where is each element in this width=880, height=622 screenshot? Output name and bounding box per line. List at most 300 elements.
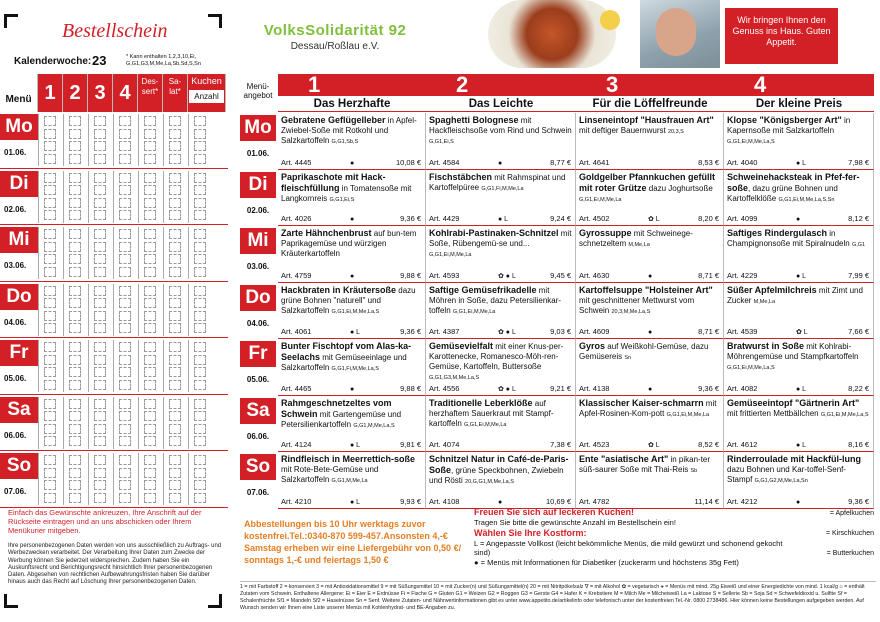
order-checkbox[interactable] <box>44 399 56 409</box>
order-checkbox[interactable] <box>119 116 131 126</box>
meal-description <box>429 115 572 147</box>
order-checkbox[interactable] <box>194 141 206 151</box>
form-title: Bestellschein <box>62 20 168 42</box>
order-checkbox[interactable] <box>119 185 131 195</box>
meal-title: Schweinehacksteak in Pfef-fer-soße <box>727 171 860 193</box>
meal-additives: 20,3,M,Me,La,S <box>611 308 651 315</box>
order-checkbox[interactable] <box>194 185 206 195</box>
order-checkbox[interactable] <box>69 399 81 409</box>
order-checkbox[interactable] <box>119 468 131 478</box>
day-date: 05.06. <box>4 374 27 383</box>
butterkuchen-label: = Butterkuchen <box>826 550 874 557</box>
order-checkbox[interactable] <box>194 493 206 503</box>
order-checkbox[interactable] <box>194 116 206 126</box>
article-number: Art. 4124 <box>281 440 312 449</box>
order-checkbox[interactable] <box>119 267 131 277</box>
privacy-text: Ihre personenbezogenen Daten werden von uns ausschließlich zu Auftrags- und Werbezwecken verarbeitet. Der Verarbeitung Ihrer Daten zum Zwecke der Werbung können Sie jederzeit widersprechen. Zudem haben Sie ein Auskunftsrecht und Berichtigungsrecht hinsichtlich Ihrer personenbezogenen Daten. Abgesehen von rechtlichen Aufbewahrungsfristen haben Sie darüber hinaus auch das Recht auf Löschung Ihrer personenbezogenen Daten. <box>8 543 222 586</box>
order-checkbox[interactable] <box>119 399 131 409</box>
day-label: Mi <box>0 227 38 253</box>
price: 8,20 € <box>698 214 719 223</box>
order-checkbox[interactable] <box>169 129 181 139</box>
header-kuchen <box>188 74 226 112</box>
order-checkbox[interactable] <box>144 210 156 220</box>
order-checkbox[interactable] <box>119 173 131 183</box>
order-checkbox[interactable] <box>144 468 156 478</box>
day-label: Fr <box>0 340 38 366</box>
order-checkbox[interactable] <box>169 323 181 333</box>
order-checkbox[interactable] <box>69 298 81 308</box>
order-checkbox[interactable] <box>169 468 181 478</box>
column-title: Das Herzhafte <box>278 96 426 112</box>
meal-desc: in pikan-ter süß-saurer Soße mit Thai-Reis <box>579 455 711 474</box>
day-date: 02.06. <box>246 205 270 215</box>
order-checkbox[interactable] <box>194 154 206 164</box>
meal-title: Klassischer Kaiser-schmarrn <box>579 397 704 408</box>
food-photo <box>488 0 616 68</box>
order-checkbox[interactable] <box>144 185 156 195</box>
order-checkbox[interactable] <box>119 342 131 352</box>
meal-title: Hackbraten in Kräutersoße <box>281 284 397 295</box>
order-checkbox[interactable] <box>119 242 131 252</box>
order-checkbox[interactable] <box>144 493 156 503</box>
order-checkbox[interactable] <box>194 173 206 183</box>
order-checkbox[interactable] <box>194 468 206 478</box>
order-checkbox[interactable] <box>169 229 181 239</box>
order-checkbox[interactable] <box>94 323 106 333</box>
order-checkbox[interactable] <box>169 267 181 277</box>
menu-item <box>278 113 426 170</box>
order-checkbox[interactable] <box>44 210 56 220</box>
menu-item <box>576 452 724 509</box>
meal-description <box>727 228 870 250</box>
price: 9,03 € <box>550 327 571 336</box>
article-number: Art. 4061 <box>281 327 312 336</box>
order-checkbox[interactable] <box>44 267 56 277</box>
day-label: Do <box>0 284 38 310</box>
order-checkbox[interactable] <box>69 323 81 333</box>
order-checkbox[interactable] <box>94 311 106 321</box>
order-checkbox[interactable] <box>94 242 106 252</box>
order-checkbox[interactable] <box>69 229 81 239</box>
order-checkbox[interactable] <box>69 210 81 220</box>
order-checkbox[interactable] <box>94 380 106 390</box>
diet-symbols: ● <box>648 329 653 336</box>
order-checkbox[interactable] <box>119 323 131 333</box>
menu-item <box>278 339 426 396</box>
order-checkbox[interactable] <box>119 455 131 465</box>
meal-desc: mit einer Knus-per-Karottenecke, Romanesco-Möh-ren-Gemüse, Kartoffeln, Buttersoße <box>429 342 564 371</box>
order-checkbox[interactable] <box>169 342 181 352</box>
order-checkbox[interactable] <box>169 411 181 421</box>
order-checkbox[interactable] <box>69 267 81 277</box>
order-checkbox[interactable] <box>169 254 181 264</box>
order-checkbox[interactable] <box>44 342 56 352</box>
order-checkbox[interactable] <box>169 311 181 321</box>
order-checkbox[interactable] <box>44 173 56 183</box>
meal-title: Paprikaschote mit Hack-fleischfüllung <box>281 171 386 193</box>
order-checkbox[interactable] <box>169 367 181 377</box>
order-checkbox[interactable] <box>94 129 106 139</box>
order-checkbox[interactable] <box>144 399 156 409</box>
meal-description <box>429 341 572 383</box>
order-checkbox[interactable] <box>94 436 106 446</box>
order-checkbox[interactable] <box>44 311 56 321</box>
meal-additives: G,G1,Ei,M,Me,La <box>452 308 496 315</box>
meal-desc: mit Kohlrabi-Möhrengemüse und Stampfkartoffeln <box>727 342 859 361</box>
order-checkbox[interactable] <box>119 367 131 377</box>
order-checkbox[interactable] <box>194 311 206 321</box>
order-checkbox[interactable] <box>169 154 181 164</box>
order-checkbox[interactable] <box>144 286 156 296</box>
order-checkbox[interactable] <box>169 480 181 490</box>
order-checkbox[interactable] <box>194 286 206 296</box>
article-number: Art. 4040 <box>727 157 758 167</box>
order-row-so <box>0 451 228 508</box>
meal-title: Saftige Gemüsefrikadelle <box>429 284 537 295</box>
order-checkbox[interactable] <box>194 436 206 446</box>
order-checkbox[interactable] <box>194 129 206 139</box>
order-checkbox[interactable] <box>94 468 106 478</box>
order-checkbox[interactable] <box>69 367 81 377</box>
order-checkbox[interactable] <box>69 198 81 208</box>
order-checkbox[interactable] <box>44 298 56 308</box>
meal-title: Klopse "Königsberger Art" <box>727 115 842 125</box>
order-checkbox[interactable] <box>169 380 181 390</box>
meal-description <box>281 228 422 260</box>
order-checkbox[interactable] <box>144 436 156 446</box>
diet-symbols: ● <box>350 272 355 280</box>
diet-symbols: ● L <box>350 329 361 336</box>
article-number: Art. 4759 <box>281 270 312 280</box>
meal-additives: G,G1,Fi,M,Me,La <box>481 185 524 192</box>
order-checkbox[interactable] <box>44 185 56 195</box>
order-checkbox[interactable] <box>144 342 156 352</box>
menu-item <box>724 113 874 170</box>
order-checkbox[interactable] <box>169 298 181 308</box>
order-checkbox[interactable] <box>144 173 156 183</box>
column-header <box>278 74 426 112</box>
meal-additives: G,G1,Ei,M,Me,La <box>463 421 507 428</box>
header-dessert: Des- sert* <box>138 74 163 112</box>
order-checkbox[interactable] <box>194 367 206 377</box>
order-checkbox[interactable] <box>69 286 81 296</box>
order-checkbox[interactable] <box>144 229 156 239</box>
diet-symbols: ● <box>648 385 653 393</box>
diet-symbols: ● <box>350 385 355 393</box>
order-checkbox[interactable] <box>69 380 81 390</box>
meal-description <box>281 398 422 431</box>
order-checkbox[interactable] <box>194 355 206 365</box>
order-checkbox[interactable] <box>44 424 56 434</box>
header-anzahl-label: Anzahl <box>189 90 224 103</box>
meal-additives: 20,G,G1,M,Me,La,S <box>465 479 514 485</box>
order-checkbox[interactable] <box>194 210 206 220</box>
order-checkbox[interactable] <box>169 198 181 208</box>
order-checkbox[interactable] <box>69 424 81 434</box>
order-checkbox[interactable] <box>69 411 81 421</box>
order-checkbox[interactable] <box>69 242 81 252</box>
order-checkbox[interactable] <box>169 424 181 434</box>
order-checkbox[interactable] <box>94 254 106 264</box>
meal-title: Traditionelle Leberklöße <box>429 397 533 408</box>
meal-additives: Sn <box>624 355 632 361</box>
order-checkbox[interactable] <box>44 468 56 478</box>
kostform-title: Wählen Sie Ihre Kostform: <box>474 528 587 538</box>
order-checkbox[interactable] <box>69 116 81 126</box>
order-checkbox[interactable] <box>69 311 81 321</box>
meal-title: Rahmgeschnetzeltes vom Schwein <box>281 397 392 419</box>
order-checkbox[interactable] <box>194 342 206 352</box>
order-checkbox[interactable] <box>94 229 106 239</box>
order-checkbox[interactable] <box>44 154 56 164</box>
order-checkbox[interactable] <box>194 455 206 465</box>
order-checkbox[interactable] <box>194 267 206 277</box>
order-checkbox[interactable] <box>44 254 56 264</box>
order-checkbox[interactable] <box>44 323 56 333</box>
order-checkbox[interactable] <box>194 399 206 409</box>
meal-description <box>579 454 720 476</box>
order-checkbox[interactable] <box>69 173 81 183</box>
order-checkbox[interactable] <box>119 298 131 308</box>
order-row-sa <box>0 395 228 452</box>
article-number: Art. 4387 <box>429 327 460 336</box>
order-checkbox[interactable] <box>194 298 206 308</box>
order-checkbox[interactable] <box>94 424 106 434</box>
order-checkbox[interactable] <box>94 267 106 277</box>
order-checkbox[interactable] <box>144 116 156 126</box>
order-checkbox[interactable] <box>144 411 156 421</box>
order-checkbox[interactable] <box>94 411 106 421</box>
meal-description <box>727 341 870 373</box>
order-checkbox[interactable] <box>169 455 181 465</box>
order-checkbox[interactable] <box>144 480 156 490</box>
diet-symbols: ✿ L <box>648 216 660 223</box>
order-checkbox[interactable] <box>44 286 56 296</box>
order-checkbox[interactable] <box>119 254 131 264</box>
order-form <box>0 0 232 622</box>
order-checkbox[interactable] <box>44 367 56 377</box>
order-checkbox[interactable] <box>169 355 181 365</box>
article-number: Art. 4229 <box>727 270 758 280</box>
order-checkbox[interactable] <box>169 141 181 151</box>
order-checkbox[interactable] <box>69 493 81 503</box>
order-checkbox[interactable] <box>194 411 206 421</box>
order-checkbox[interactable] <box>94 298 106 308</box>
order-checkbox[interactable] <box>144 298 156 308</box>
order-checkbox[interactable] <box>119 141 131 151</box>
order-checkbox[interactable] <box>144 424 156 434</box>
order-checkbox[interactable] <box>144 367 156 377</box>
order-checkbox[interactable] <box>144 355 156 365</box>
menu-item <box>278 170 426 227</box>
order-checkbox[interactable] <box>144 323 156 333</box>
meal-description <box>579 172 720 205</box>
order-checkbox[interactable] <box>69 185 81 195</box>
price: 7,66 € <box>848 327 869 336</box>
meal-title: Rinderroulade mit Hackfül-lung <box>727 454 862 464</box>
column-title: Der kleine Preis <box>724 96 874 112</box>
order-checkbox[interactable] <box>119 129 131 139</box>
order-checkbox[interactable] <box>119 380 131 390</box>
day-label: So <box>0 453 38 479</box>
order-checkbox[interactable] <box>94 342 106 352</box>
order-checkbox[interactable] <box>44 116 56 126</box>
order-checkbox[interactable] <box>194 424 206 434</box>
order-checkbox[interactable] <box>94 355 106 365</box>
order-checkbox[interactable] <box>194 380 206 390</box>
order-checkbox[interactable] <box>69 129 81 139</box>
order-checkbox[interactable] <box>194 480 206 490</box>
article-number: Art. 4593 <box>429 270 460 280</box>
order-checkbox[interactable] <box>144 267 156 277</box>
order-row-do <box>0 282 228 339</box>
article-number: Art. 4099 <box>727 214 758 223</box>
order-checkbox[interactable] <box>144 129 156 139</box>
price: 9,88 € <box>400 270 421 280</box>
order-checkbox[interactable] <box>44 229 56 239</box>
order-checkbox[interactable] <box>69 480 81 490</box>
order-checkbox[interactable] <box>144 254 156 264</box>
price: 9,88 € <box>400 383 421 393</box>
order-checkbox[interactable] <box>94 198 106 208</box>
article-number: Art. 4612 <box>727 440 758 449</box>
diet-symbols: ● L <box>350 442 361 449</box>
order-checkbox[interactable] <box>94 141 106 151</box>
order-checkbox[interactable] <box>69 141 81 151</box>
article-number: Art. 4502 <box>579 214 610 223</box>
meal-desc: dazu Bohnen und Kar-toffel-Senf-Stampf <box>727 465 847 484</box>
order-checkbox[interactable] <box>169 436 181 446</box>
order-checkbox[interactable] <box>44 493 56 503</box>
meal-additives: Sb <box>690 468 698 474</box>
order-checkbox[interactable] <box>144 141 156 151</box>
order-checkbox[interactable] <box>194 198 206 208</box>
order-checkbox[interactable] <box>169 116 181 126</box>
order-checkbox[interactable] <box>119 480 131 490</box>
order-checkbox[interactable] <box>94 185 106 195</box>
order-checkbox[interactable] <box>169 286 181 296</box>
header-col-3: 3 <box>88 74 113 112</box>
day-date: 06.06. <box>246 431 270 441</box>
menu-item <box>426 339 576 396</box>
order-checkbox[interactable] <box>94 493 106 503</box>
order-checkbox[interactable] <box>194 254 206 264</box>
meal-desc: dazu grüne Bohnen "naturell" und Salzkartoffeln <box>281 285 416 315</box>
order-checkbox[interactable] <box>44 380 56 390</box>
order-checkbox[interactable] <box>69 355 81 365</box>
order-checkbox[interactable] <box>169 185 181 195</box>
meal-title: Spaghetti Bolognese <box>429 115 519 125</box>
order-checkbox[interactable] <box>119 210 131 220</box>
meal-desc: mit Gemüseeinlage und Salzkartoffeln <box>281 353 407 372</box>
price: 9,21 € <box>550 383 571 393</box>
order-checkbox[interactable] <box>69 436 81 446</box>
order-checkbox[interactable] <box>169 242 181 252</box>
order-checkbox[interactable] <box>169 493 181 503</box>
order-checkbox[interactable] <box>44 455 56 465</box>
order-checkbox[interactable] <box>194 229 206 239</box>
order-checkbox[interactable] <box>44 480 56 490</box>
order-checkbox[interactable] <box>94 455 106 465</box>
menu-item <box>724 170 874 227</box>
article-number: Art. 4082 <box>727 383 758 393</box>
order-checkbox[interactable] <box>144 198 156 208</box>
order-checkbox[interactable] <box>94 116 106 126</box>
order-checkbox[interactable] <box>119 355 131 365</box>
order-checkbox[interactable] <box>144 242 156 252</box>
order-checkbox[interactable] <box>119 424 131 434</box>
order-checkbox[interactable] <box>194 242 206 252</box>
order-checkbox[interactable] <box>94 286 106 296</box>
order-checkbox[interactable] <box>94 173 106 183</box>
article-number: Art. 4445 <box>281 157 312 167</box>
order-checkbox[interactable] <box>194 323 206 333</box>
order-checkbox[interactable] <box>119 229 131 239</box>
order-checkbox[interactable] <box>144 455 156 465</box>
order-checkbox[interactable] <box>44 141 56 151</box>
order-checkbox[interactable] <box>94 367 106 377</box>
meal-description <box>579 228 720 250</box>
meal-title: Gemüseeintopf "Gärtnerin Art" <box>727 397 860 408</box>
price: 10,69 € <box>545 496 571 506</box>
order-checkbox[interactable] <box>69 455 81 465</box>
order-checkbox[interactable] <box>144 380 156 390</box>
order-checkbox[interactable] <box>44 411 56 421</box>
menu-item <box>724 283 874 340</box>
order-checkbox[interactable] <box>69 154 81 164</box>
cake-headline: Freuen Sie sich auf leckeren Kuchen! <box>474 507 635 517</box>
order-checkbox[interactable] <box>69 254 81 264</box>
price: 8,53 € <box>698 157 719 167</box>
day-date: 02.06. <box>4 204 27 214</box>
meal-desc: mit Möhren in Soße, dazu Petersilienkar-toffeln <box>429 285 562 315</box>
order-checkbox[interactable] <box>119 286 131 296</box>
day-label: Sa <box>0 397 38 423</box>
menu-item <box>576 396 724 453</box>
order-checkbox[interactable] <box>69 468 81 478</box>
order-checkbox[interactable] <box>44 242 56 252</box>
diet-symbols: ✿ L <box>796 329 808 336</box>
meal-additives: G,G1,Ei,M,Me,La <box>429 252 472 258</box>
order-checkbox[interactable] <box>119 411 131 421</box>
meal-desc: dazu Joghurtsoße <box>646 183 713 193</box>
meal-description <box>727 454 870 486</box>
order-checkbox[interactable] <box>119 154 131 164</box>
order-checkbox[interactable] <box>44 198 56 208</box>
order-checkbox[interactable] <box>119 493 131 503</box>
order-checkbox[interactable] <box>69 342 81 352</box>
order-checkbox[interactable] <box>94 480 106 490</box>
order-checkbox[interactable] <box>44 129 56 139</box>
order-checkbox[interactable] <box>119 311 131 321</box>
order-checkbox[interactable] <box>94 399 106 409</box>
order-checkbox[interactable] <box>169 173 181 183</box>
order-checkbox[interactable] <box>169 399 181 409</box>
order-checkbox[interactable] <box>94 154 106 164</box>
diet-symbols: ● L <box>498 216 509 223</box>
price: 9,36 € <box>698 383 719 393</box>
order-checkbox[interactable] <box>44 436 56 446</box>
order-checkbox[interactable] <box>144 154 156 164</box>
order-checkbox[interactable] <box>144 311 156 321</box>
order-checkbox[interactable] <box>44 355 56 365</box>
logo <box>250 6 420 58</box>
order-checkbox[interactable] <box>119 198 131 208</box>
order-checkbox[interactable] <box>169 210 181 220</box>
order-checkbox[interactable] <box>94 210 106 220</box>
order-checkbox[interactable] <box>119 436 131 446</box>
meal-additives: G,G1,G2,M,Me,La,Sn <box>754 478 808 484</box>
